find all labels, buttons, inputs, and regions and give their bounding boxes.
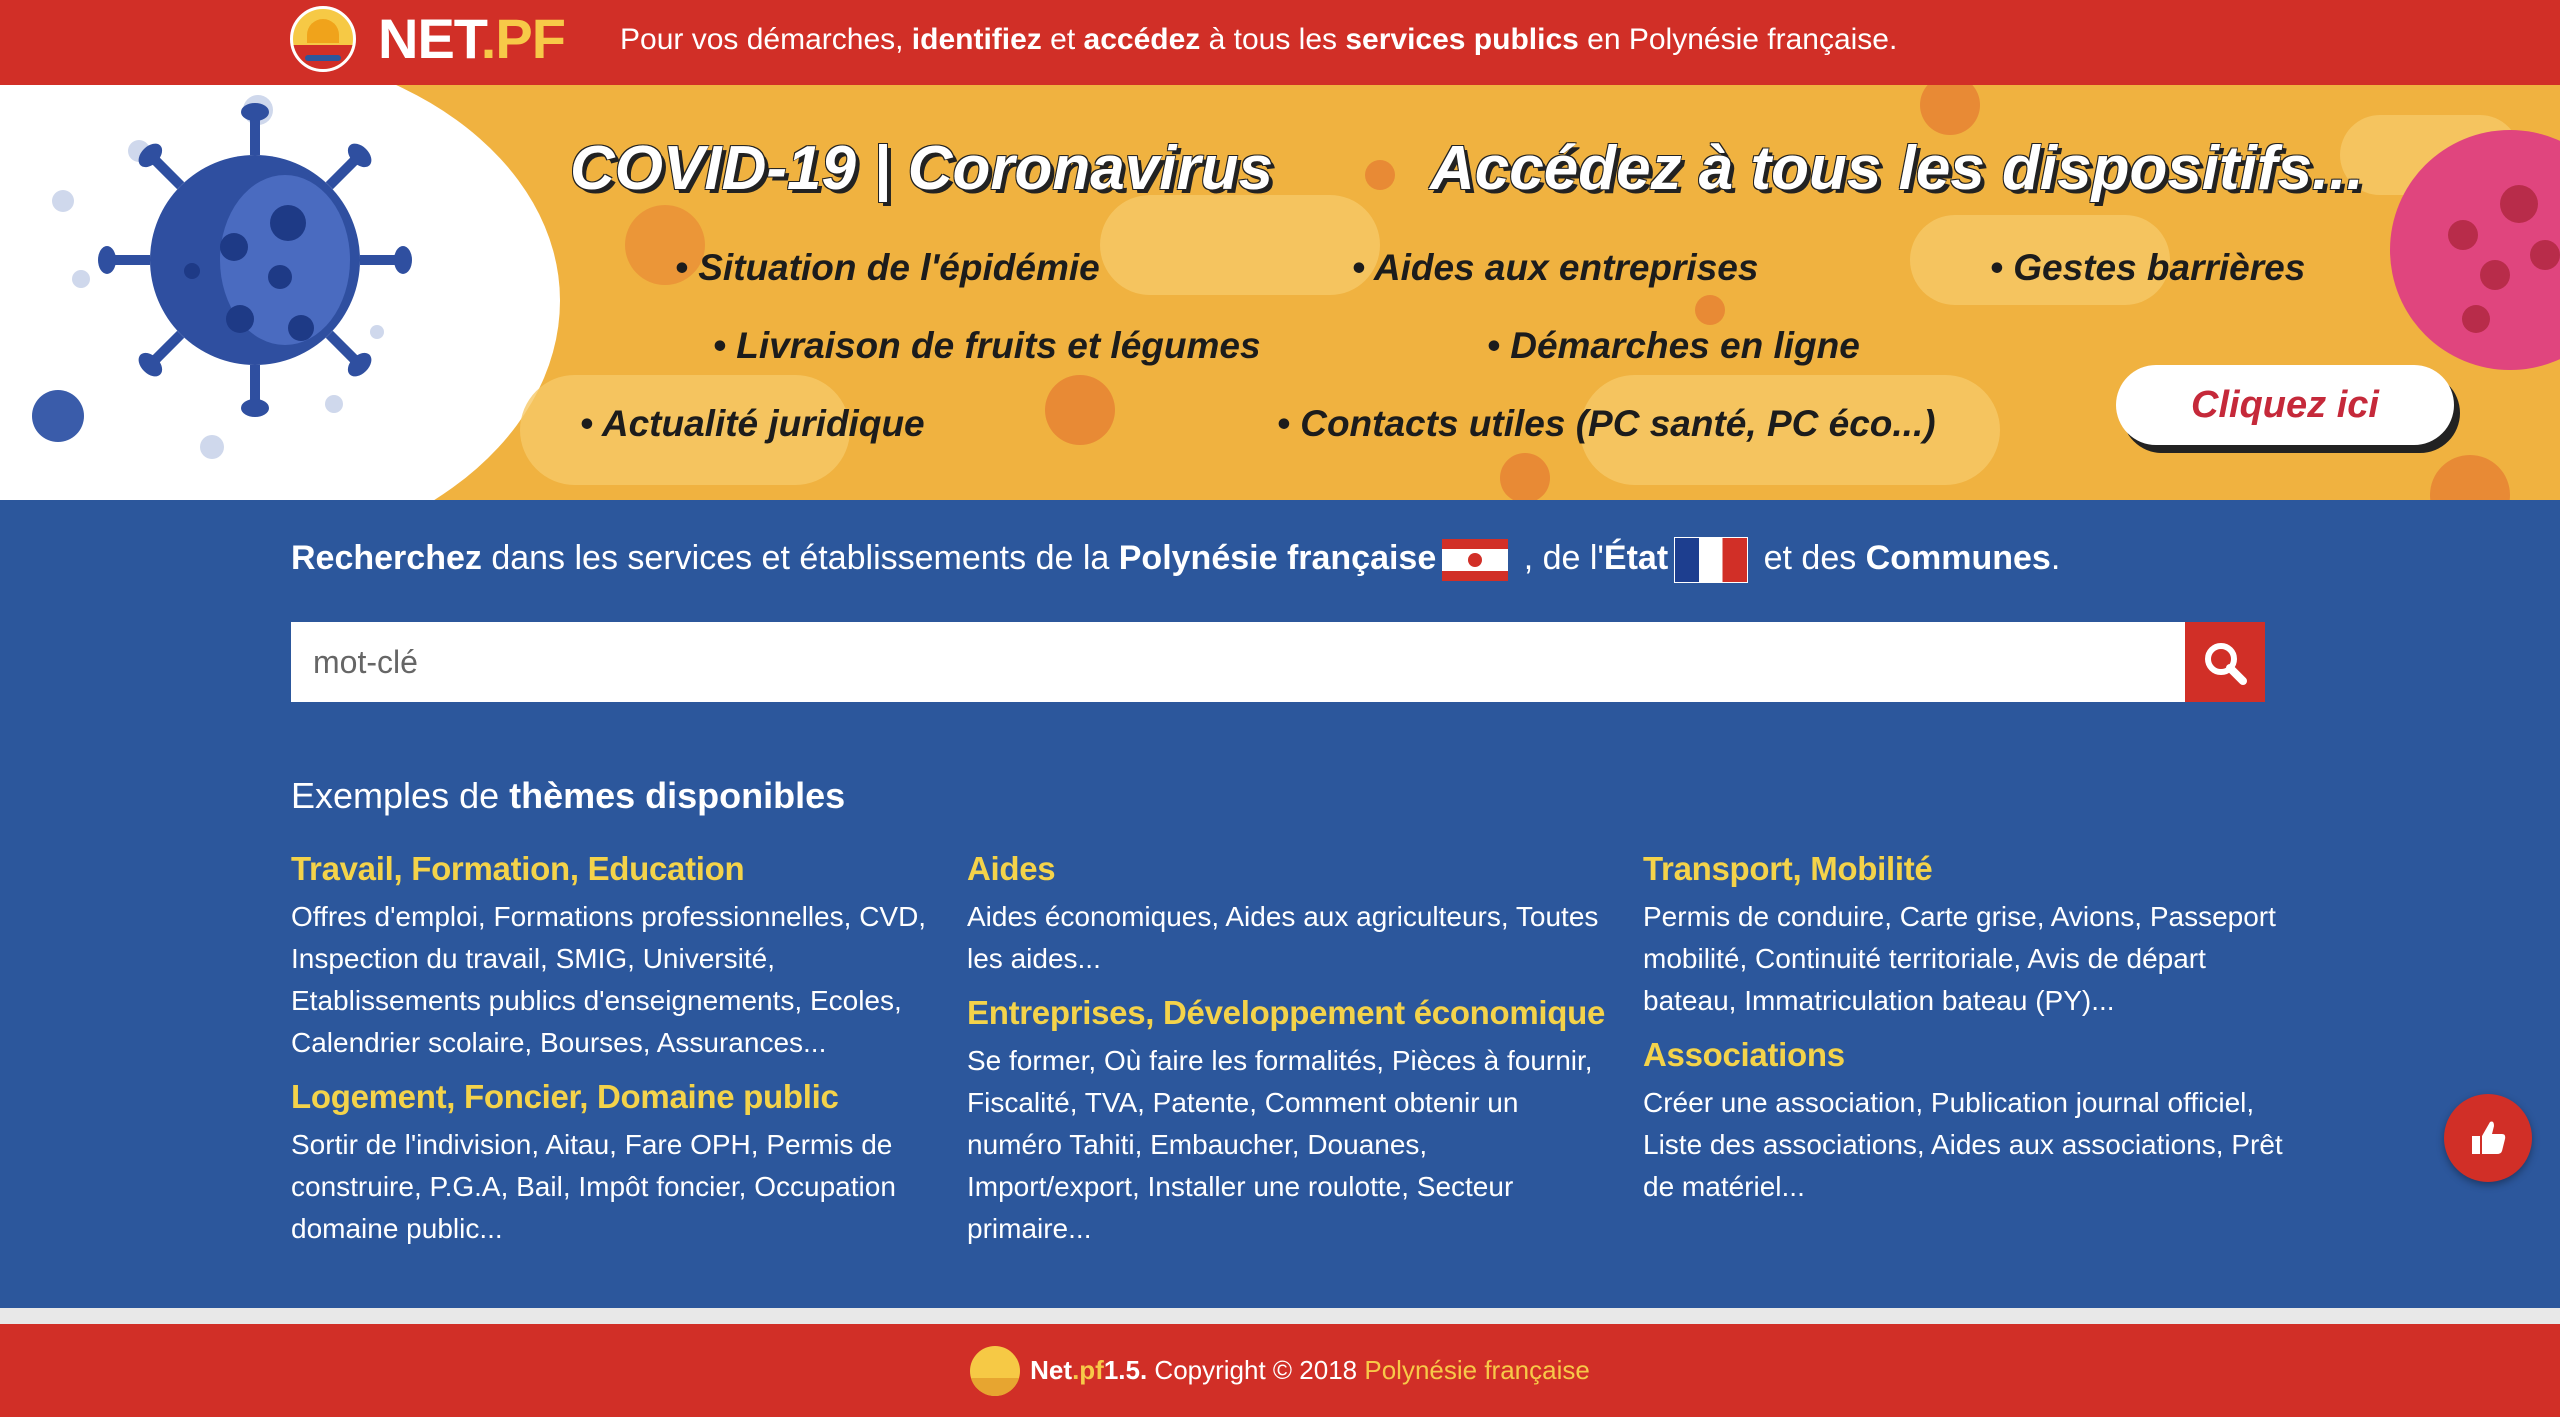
search-label-bold: État <box>1603 538 1669 577</box>
footer-logo <box>970 1346 1020 1396</box>
tagline-bold: accédez <box>1083 23 1201 56</box>
footer-brand-pf: .pf <box>1072 1355 1104 1385</box>
virus-dot <box>2462 305 2490 333</box>
virus-orange-icon <box>1500 453 1550 500</box>
tagline <box>620 20 1897 60</box>
virus-dot <box>184 263 200 279</box>
search-icon <box>2199 637 2251 689</box>
virus-dot <box>2500 185 2538 223</box>
virus-spike <box>110 255 150 265</box>
search-label-bold: Polynésie française <box>1118 538 1437 577</box>
banner-item: • Situation de l'épidémie <box>675 247 1100 288</box>
theme-description[interactable]: Offres d'emploi, Formations professionnelles, CVD, Inspection du travail, SMIG, Université, Etablissements publics d'enseignements, Ecoles, Calendrier scolaire, Bourses, Assurances... <box>291 901 927 1058</box>
themes-title-bold: thèmes disponibles <box>509 775 846 816</box>
theme-description[interactable]: Se former, Où faire les formalités, Pièces à fournir, Fiscalité, TVA, Patente, Comment obtenir un numéro Tahiti, Embaucher, Douanes, Import/export, Installer une roulotte, Secteur primaire... <box>967 1045 1593 1244</box>
search-button[interactable] <box>2185 622 2265 702</box>
tagline-part: et <box>1041 23 1084 56</box>
banner-title-right: Accédez à tous les dispositifs... <box>1430 134 2364 203</box>
virus-dot <box>2530 240 2560 270</box>
search-label-bold: Communes <box>1865 538 2051 577</box>
footer-divider <box>0 1308 2560 1324</box>
virus-orange-icon <box>1920 85 1980 135</box>
tagline-part: Pour vos démarches, <box>620 23 912 56</box>
tagline-part: à tous les <box>1200 23 1346 56</box>
search-input[interactable] <box>291 622 2185 702</box>
cloud-shape <box>1100 195 1380 295</box>
virus-orange-icon <box>1695 295 1725 325</box>
search-label-part: dans les services et établissements de la <box>481 538 1119 577</box>
footer-version: 1.5. <box>1103 1355 1148 1385</box>
banner-item: • Livraison de fruits et légumes <box>713 325 1261 366</box>
top-bar <box>0 0 2560 85</box>
france-flag-icon <box>1674 537 1748 583</box>
search-label-part: . <box>2050 538 2061 577</box>
theme-description[interactable]: Aides économiques, Aides aux agriculteurs, Toutes les aides... <box>967 901 1599 974</box>
banner-item: • Contacts utiles (PC santé, PC éco...) <box>1277 403 1936 444</box>
banner-item: • Gestes barrières <box>1990 247 2306 288</box>
logo-wave <box>305 55 341 61</box>
footer-content <box>0 1324 2560 1417</box>
theme-description[interactable]: Créer une association, Publication journal officiel, Liste des associations, Aides aux associations, Prêt de matériel... <box>1643 1087 2283 1202</box>
themes-title <box>291 775 845 817</box>
brand-name[interactable] <box>378 6 565 72</box>
thumbs-up-icon <box>2466 1116 2510 1160</box>
brand-main: NET <box>378 7 481 70</box>
footer <box>0 1324 2560 1417</box>
virus-orange-icon <box>1045 375 1115 445</box>
tagline-part: en Polynésie française. <box>1578 23 1898 56</box>
banner-item: • Démarches en ligne <box>1487 325 1860 366</box>
polynesia-flag-icon <box>1442 539 1508 581</box>
virus-spike <box>360 255 400 265</box>
bubble-shape <box>370 325 384 339</box>
bubble-shape <box>200 435 224 459</box>
virus-dot <box>288 315 314 341</box>
virus-orange-icon <box>2430 455 2510 500</box>
site-logo[interactable] <box>290 6 356 72</box>
footer-link[interactable]: Polynésie française <box>1364 1355 1590 1385</box>
tagline-bold: identifiez <box>911 23 1042 56</box>
theme-link-travail[interactable]: Travail, Formation, Education <box>291 850 745 887</box>
virus-small-icon <box>32 390 84 442</box>
themes-column-3 <box>1643 850 2283 1222</box>
search-label <box>291 537 2060 583</box>
footer-copyright: Copyright © 2018 <box>1147 1355 1365 1385</box>
virus-dot <box>268 265 292 289</box>
theme-description[interactable]: Permis de conduire, Carte grise, Avions, Passeport mobilité, Continuité territoriale, Avis de départ bateau, Immatriculation bateau (PY)... <box>1643 901 2276 1016</box>
tagline-bold: services publics <box>1345 23 1579 56</box>
theme-link-transport[interactable]: Transport, Mobilité <box>1643 850 1933 887</box>
brand-pf: .PF <box>480 7 565 70</box>
search-label-part: , de l' <box>1514 538 1604 577</box>
virus-dot <box>220 233 248 261</box>
theme-link-aides[interactable]: Aides <box>967 850 1056 887</box>
theme-link-logement[interactable]: Logement, Foncier, Domaine public <box>291 1078 839 1115</box>
banner-title-left: COVID-19 | Coronavirus <box>570 134 1273 203</box>
themes-column-2 <box>967 850 1607 1264</box>
bubble-shape <box>52 190 74 212</box>
virus-dot <box>270 205 306 241</box>
search-label-part: et des <box>1754 538 1866 577</box>
theme-link-entreprises[interactable]: Entreprises, Développement économique <box>967 994 1606 1031</box>
virus-spike <box>250 365 260 405</box>
banner-cta-button[interactable]: Cliquez ici <box>2116 365 2454 445</box>
themes-title-part: Exemples de <box>291 775 510 816</box>
theme-description[interactable]: Sortir de l'indivision, Aitau, Fare OPH, Permis de construire, P.G.A, Bail, Impôt foncier, Occupation domaine public... <box>291 1129 896 1244</box>
virus-dot <box>2480 260 2510 290</box>
logo-sun <box>307 19 339 43</box>
banner-item: • Actualité juridique <box>580 403 925 444</box>
virus-orange-icon <box>1365 160 1395 190</box>
virus-dot <box>2448 220 2478 250</box>
virus-spike <box>250 115 260 155</box>
bubble-shape <box>325 395 343 413</box>
bubble-shape <box>72 270 90 288</box>
covid-banner[interactable] <box>0 85 2560 500</box>
footer-brand: Net <box>1030 1355 1073 1385</box>
banner-item: • Aides aux entreprises <box>1352 247 1759 288</box>
search-label-bold: Recherchez <box>291 538 482 577</box>
like-button[interactable] <box>2444 1094 2532 1182</box>
themes-column-1 <box>291 850 931 1264</box>
virus-dot <box>226 305 254 333</box>
theme-link-associations[interactable]: Associations <box>1643 1036 1845 1073</box>
